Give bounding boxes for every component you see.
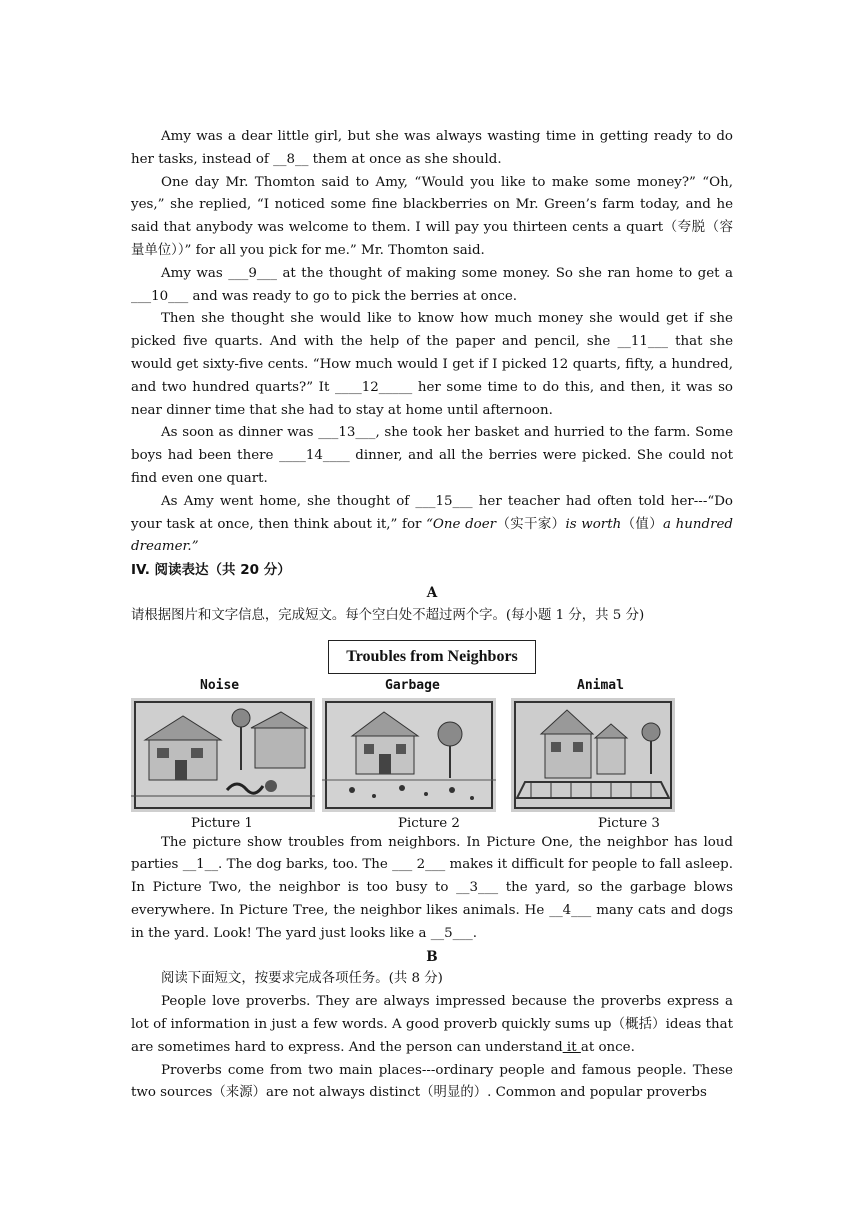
passage-last-text: As Amy went home, she thought of ___15___ her teacher had often told her---“Do your task at once, then think about it,” for [131,493,733,532]
passage-paragraph-4: Then she thought she would like to know how much money she would get if she picked five quarts. And with the help of the paper and pencil, she __11___ that she would get sixty-five cents. “How much would I get if I picked 12 quarts, fifty, a hundred, and two hundred quarts?” It ____12_____ her some time to do this, and then, it was so near dinner time that she had to stay at home until afternoon. [131,311,733,418]
picture-noise-image [131,698,315,812]
proverb-italic-3: a hundred dreamer.” [131,516,734,555]
picture-caption-2: Picture 2 [398,815,460,831]
part-b-p1-before: People love proverbs. They are always impressed because the proverbs express a lot of information in just a few words. A good proverb quickly sums up（概括）ideas that are sometimes hard to express. And the person can understand [131,994,733,1055]
proverb-gloss-1: （实干家） [496,516,566,532]
part-b-paragraph-1 [131,991,733,1059]
document-page [131,126,733,1105]
picture-label-animal: Animal [577,677,624,693]
passage-paragraph-3: Amy was ___9___ at the thought of making some money. So she ran home to get a ___10___ and was ready to go to pick the berries at once. [131,265,733,304]
picture-caption-3: Picture 3 [598,815,660,831]
picture-garbage-image [322,698,496,812]
picture-label-noise: Noise [200,677,240,693]
picture-label-garbage: Garbage [385,677,440,693]
proverb-italic-2: is worth [565,516,622,532]
passage-paragraph-1: Amy was a dear little girl, but she was always wasting time in getting ready to do her tasks, instead of __8__ them at once as she should. [131,129,733,167]
part-a-label: A [426,584,438,601]
figure-title: Troubles from Neighbors [328,640,536,674]
passage-paragraph-6 [131,491,733,559]
proverb-italic-1: “One doer [426,516,497,532]
picture-caption-1: Picture 1 [191,815,253,831]
passage-paragraph-5: As soon as dinner was ___13___, she took her basket and hurried to the farm. Some boys had been there ____14____ dinner, and all the berries were picked. She could not find even one quart. [131,425,733,486]
part-a-instruction: 请根据图片和文字信息，完成短文。每个空白处不超过两个字。(每小题 1 分，共 5 分) [131,607,645,623]
passage-paragraph-2: One day Mr. Thomton said to Amy, “Would you like to make some money?” “Oh, yes,” she replied, “I noticed some fine blackberries on Mr. Green’s farm today, and he said that anybody was welcome to them. I will pay you thirteen cents a quart（夸脱（容量单位））” for all you pick for me.” Mr. Thomton said. [131,174,733,258]
part-b-paragraph-2: Proverbs come from two main places---ordinary people and famous people. These two sources（来源）are not always distinct（明显的）. Common and popular proverbs [131,1062,733,1101]
part-a-text: The picture show troubles from neighbors. In Picture One, the neighbor has loud parties __1__. The dog barks, too. The ___ 2___ makes it difficult for people to fall asleep. In Picture Two, the neighbor is too busy to __3___ the yard, so the garbage blows everywhere. In Picture Tree, the neighbor likes animals. He __4___ many cats and dogs in the yard. Look! The yard just looks like a __5___. [131,834,733,941]
part-b-instruction: 阅读下面短文，按要求完成各项任务。(共 8 分) [161,971,443,987]
section-heading: IV. 阅读表达（共 20 分） [131,562,291,579]
picture-animal-image [511,698,675,812]
proverb-gloss-2: （值） [621,516,664,532]
underlined-it: it [562,1039,581,1055]
part-b-p1-after: at once. [580,1039,635,1055]
part-b-label: B [426,948,438,965]
neighbors-figure [131,632,733,832]
